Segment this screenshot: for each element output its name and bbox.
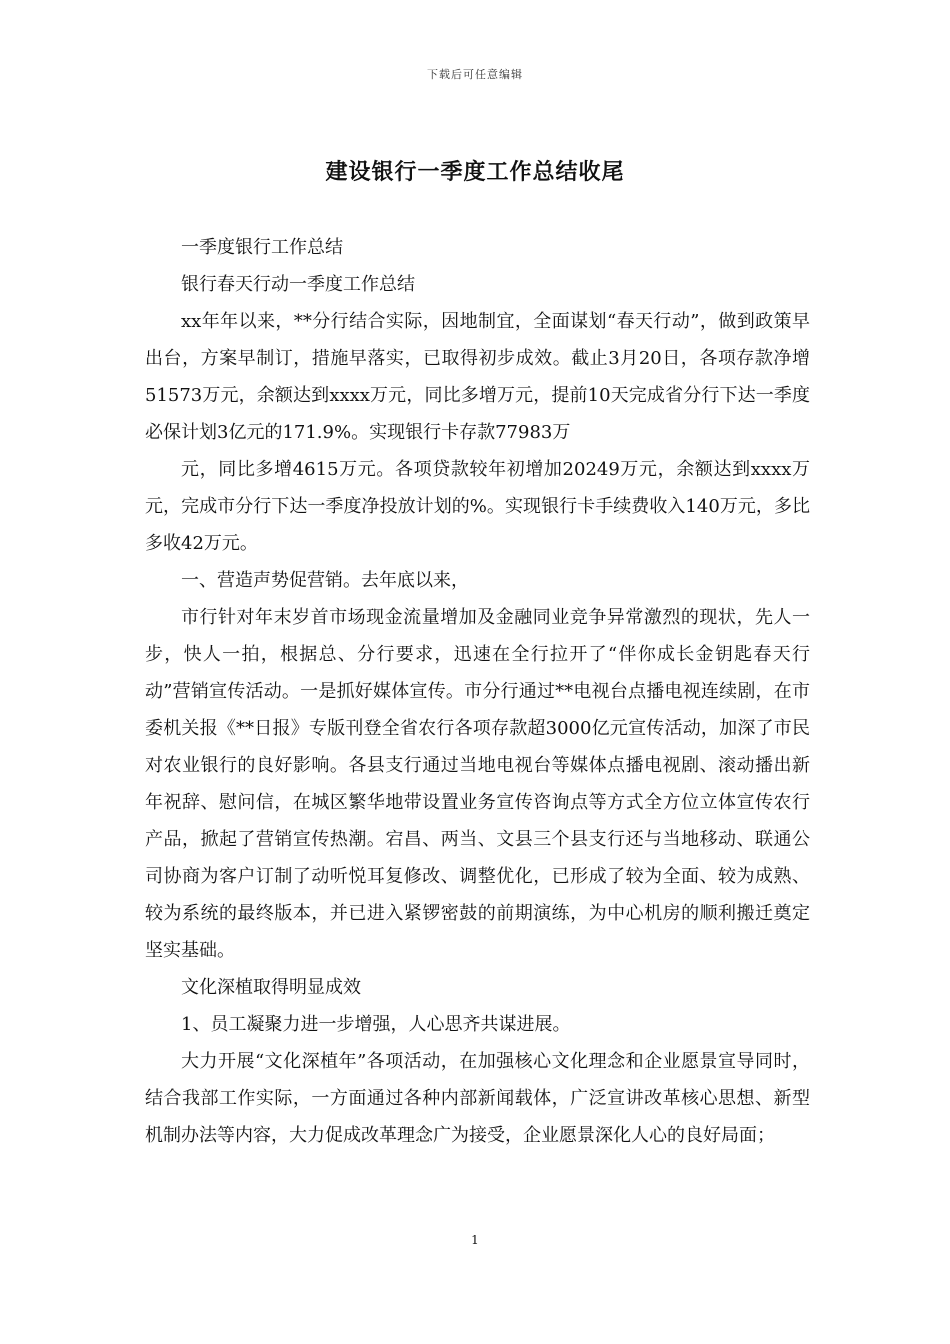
paragraph: xx年年以来，**分行结合实际，因地制宜，全面谋划“春天行动”，做到政策早出台，方案早制订，措施早落实，已取得初步成效。截止3月20日，各项存款净增51573万元，余额达到xxxx万元，同比多增万元，提前10天完成省分行下达一季度必保计划3亿元的171.9%。实现银行卡存款77983万 <box>145 311 810 443</box>
document-body <box>145 229 810 1154</box>
paragraph: 大力开展“文化深植年”各项活动，在加强核心文化理念和企业愿景宣导同时，结合我部工作实际，一方面通过各种内部新闻载体，广泛宣讲改革核心思想、新型机制办法等内容，大力促成改革理念广为接受，企业愿景深化人心的良好局面； <box>145 1051 810 1146</box>
paragraph: 1、员工凝聚力进一步增强，人心思齐共谋进展。 <box>181 1014 571 1035</box>
page-number: 1 <box>471 1233 479 1247</box>
paragraph: 银行春天行动一季度工作总结 <box>181 274 415 295</box>
paragraph: 市行针对年末岁首市场现金流量增加及金融同业竞争异常激烈的现状，先人一步，快人一拍，根据总、分行要求，迅速在全行拉开了“伴你成长金钥匙春天行动”营销宣传活动。一是抓好媒体宣传。市分行通过**电视台点播电视连续剧，在市委机关报《**日报》专版刊登全省农行各项存款超3000亿元宣传活动，加深了市民对农业银行的良好影响。各县支行通过当地电视台等媒体点播电视剧、滚动播出新年祝辞、慰问信，在城区繁华地带设置业务宣传咨询点等方式全方位立体宣传农行产品，掀起了营销宣传热潮。宕昌、两当、文县三个县支行还与当地移动、联通公司协商为客户订制了动听悦耳复修改、调整优化，已形成了较为全面、较为成熟、较为系统的最终版本，并已进入紧锣密鼓的前期演练，为中心机房的顺利搬迁奠定坚实基础。 <box>145 607 810 961</box>
header-note: 下载后可任意编辑 <box>427 68 523 81</box>
document-title: 建设银行一季度工作总结收尾 <box>325 159 625 185</box>
paragraph: 文化深植取得明显成效 <box>181 977 361 998</box>
paragraph: 一季度银行工作总结 <box>181 237 343 258</box>
paragraph: 一、营造声势促营销。去年底以来， <box>181 570 469 591</box>
paragraph: 元，同比多增4615万元。各项贷款较年初增加20249万元，余额达到xxxx万元，完成市分行下达一季度净投放计划的%。实现银行卡手续费收入140万元，多比多收42万元。 <box>145 459 810 554</box>
